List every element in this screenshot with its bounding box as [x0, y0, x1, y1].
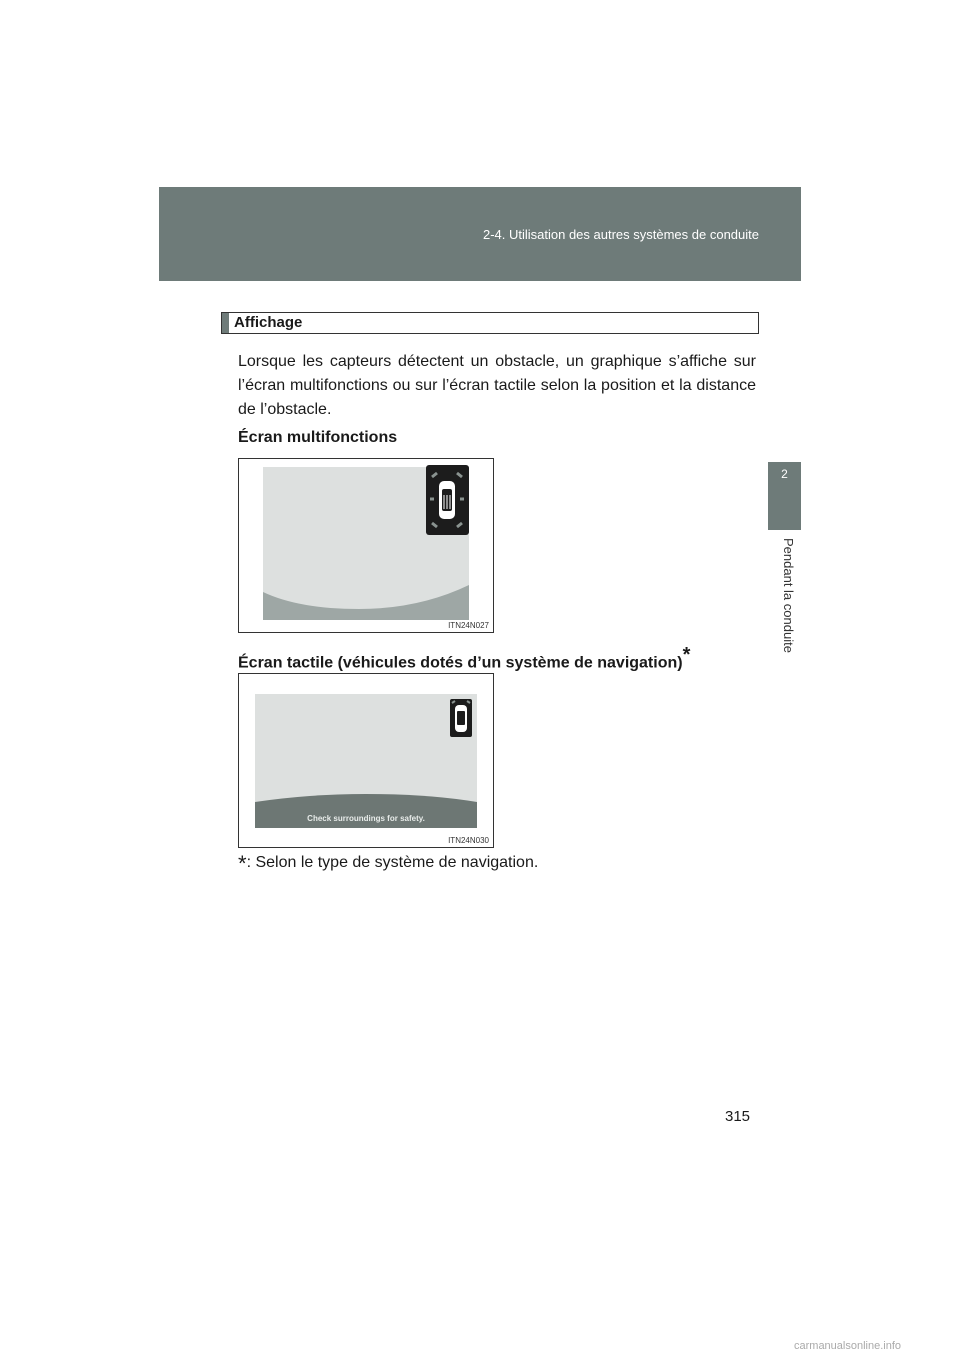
chapter-tab-label: Pendant la conduite [781, 538, 796, 653]
multi-display-illustration [239, 459, 493, 632]
safety-message: Check surroundings for safety. [307, 814, 425, 823]
figure-code: ITN24N030 [448, 836, 489, 845]
multi-display-figure [238, 458, 494, 633]
touch-screen-figure [238, 673, 494, 848]
footnote-text: : Selon le type de système de navigation. [246, 854, 539, 871]
footnote-asterisk: * [238, 851, 247, 876]
chapter-tab: 2 [768, 462, 801, 530]
subsection-title: Affichage [234, 314, 303, 331]
subsection-header [221, 312, 759, 334]
touch-screen-heading-text: Écran tactile (véhicules dotés d’un système de navigation) [238, 654, 683, 672]
section-title: 2-4. Utilisation des autres systèmes de conduite [482, 227, 759, 242]
watermark: carmanualsonline.info [794, 1340, 902, 1352]
intro-paragraph: Lorsque les capteurs détectent un obstacle, un graphique s’affiche sur l’écran multifonctions ou sur l’écran tactile selon la position et la distance de l’obstacle. [238, 353, 756, 418]
figure-code: ITN24N027 [448, 621, 489, 630]
footnote [238, 851, 538, 877]
asterisk-mark: * [682, 644, 691, 666]
multi-display-heading: Écran multifonctions [238, 429, 398, 446]
subsection-header-bar [222, 313, 229, 333]
touch-screen-heading [238, 644, 690, 672]
chapter-header [159, 187, 801, 281]
page-number: 315 [725, 1108, 751, 1125]
